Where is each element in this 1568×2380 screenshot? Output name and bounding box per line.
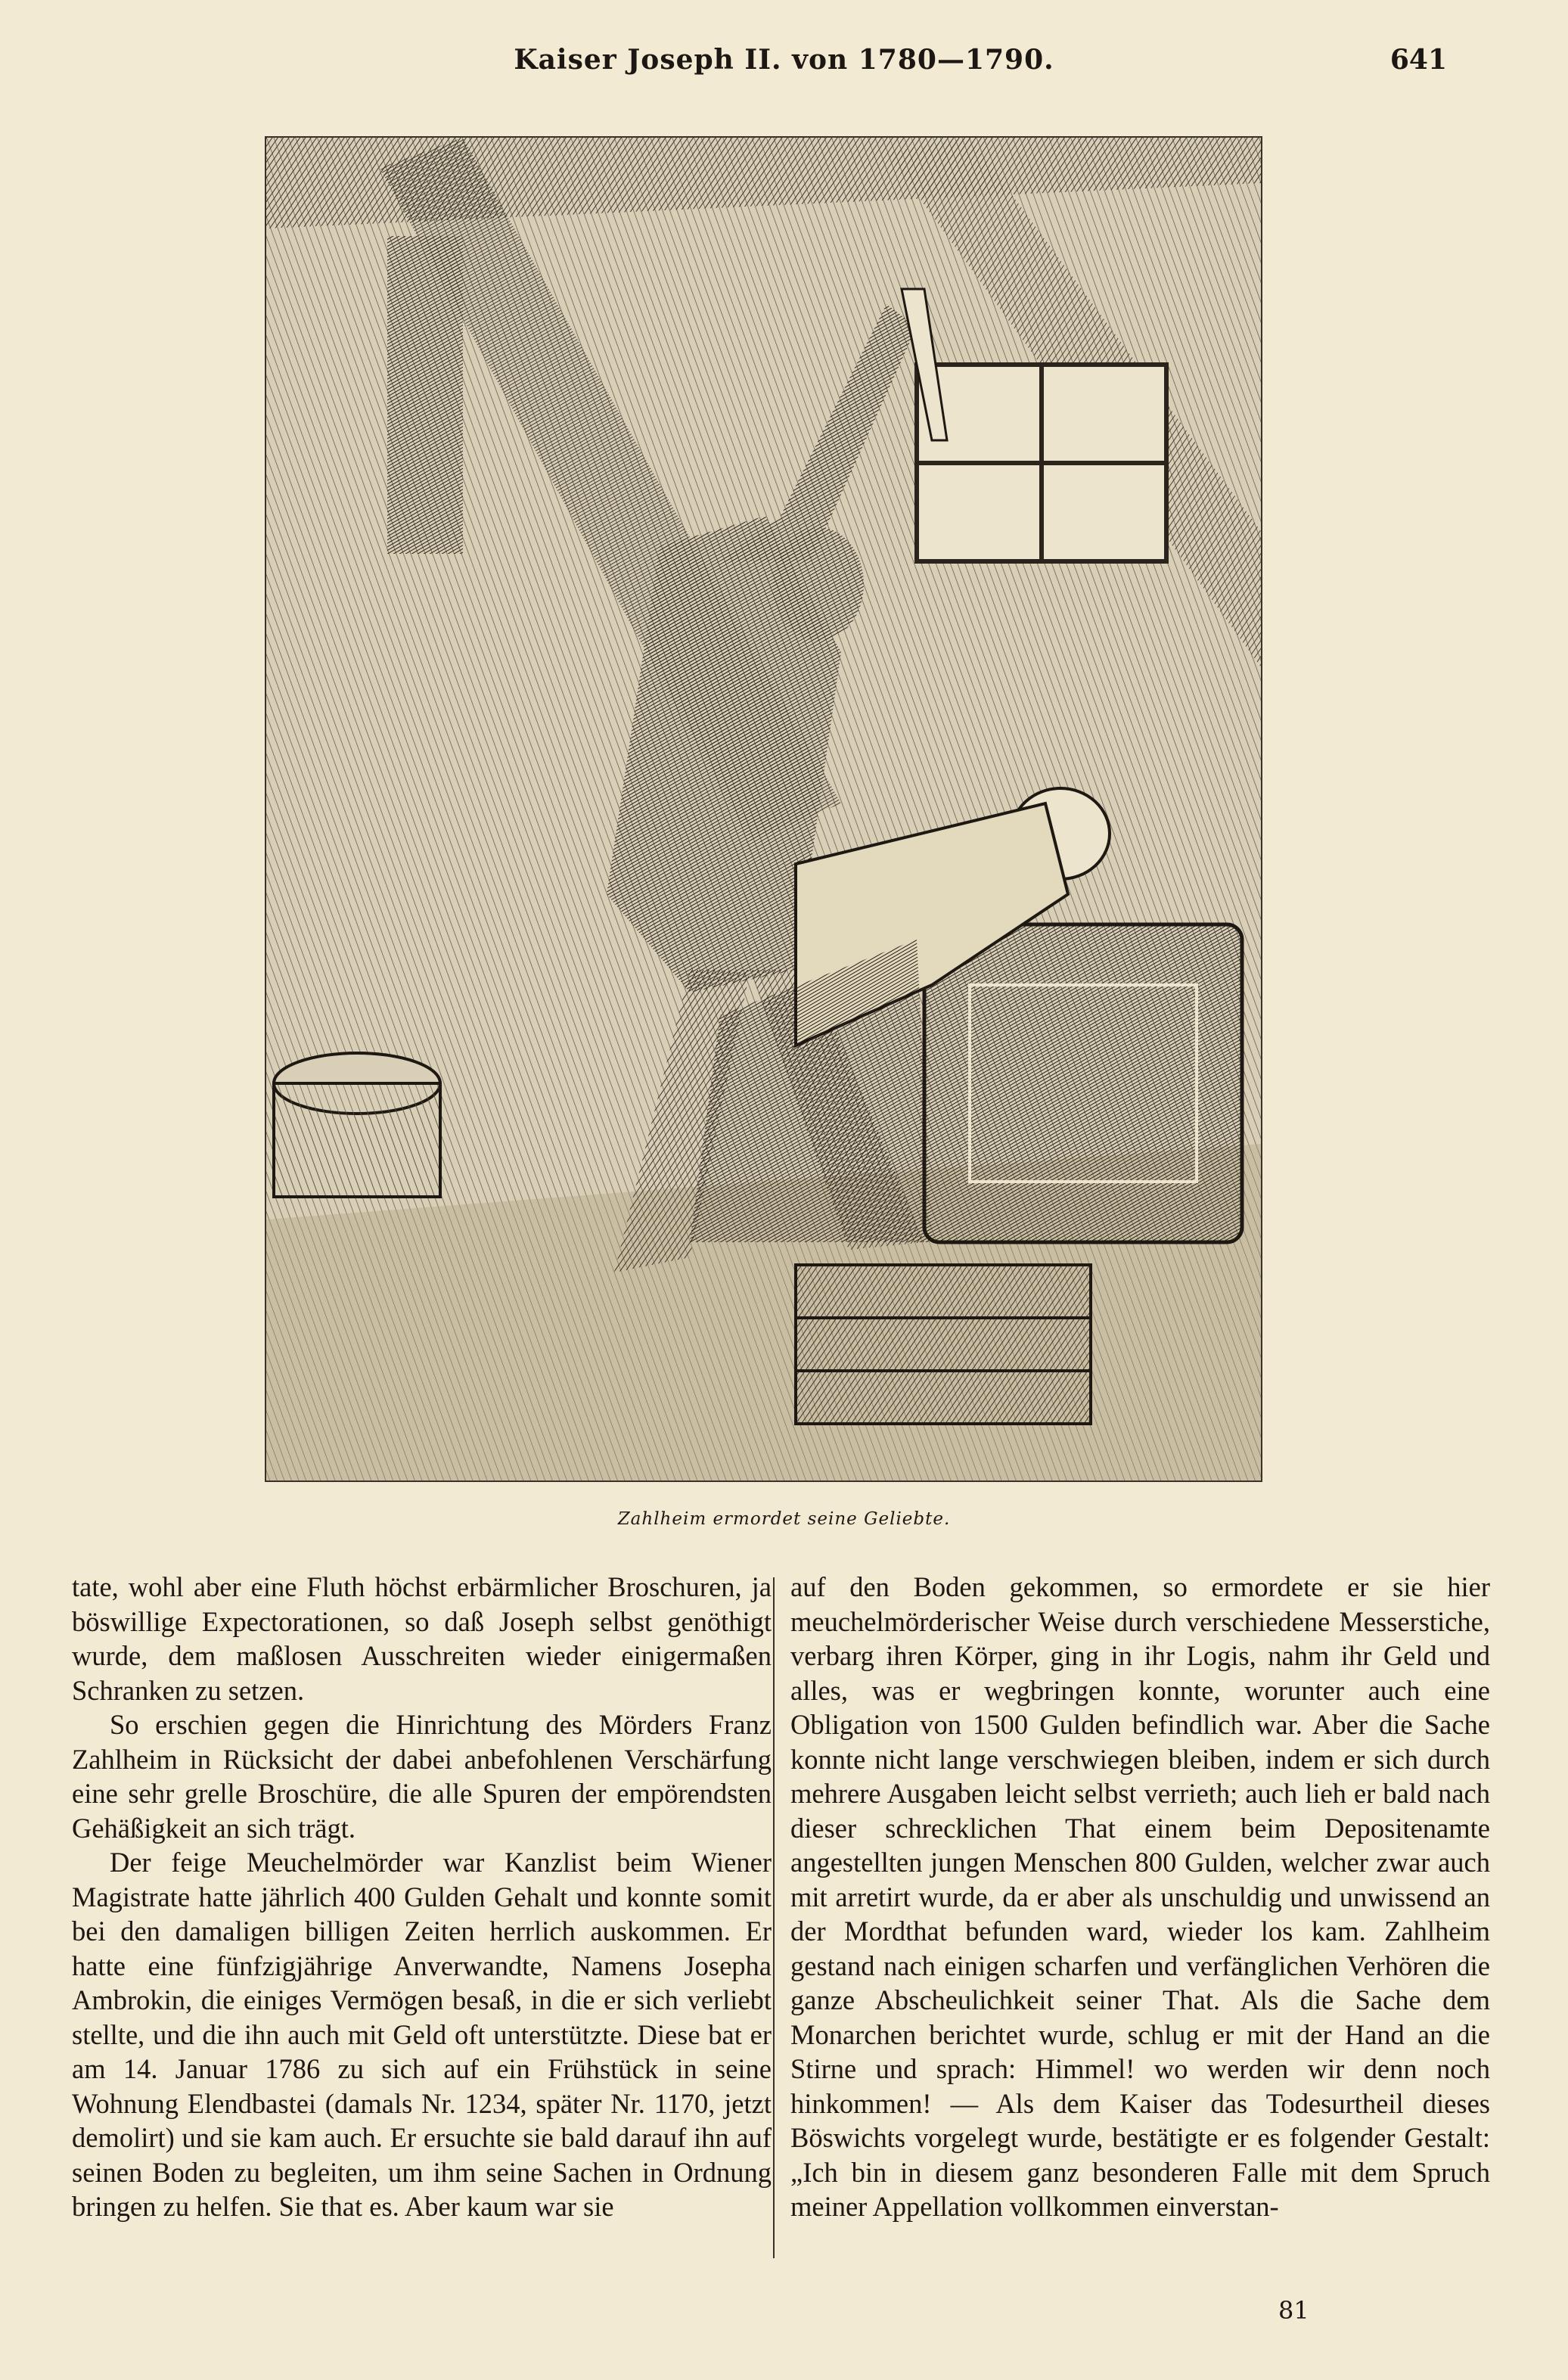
left-text-column xyxy=(72,1570,772,2224)
printer-signature: 81 xyxy=(1278,2296,1309,2325)
illustration-caption: Zahlheim ermordet seine Geliebte. xyxy=(617,1509,951,1529)
right-text-column xyxy=(790,1570,1490,2224)
column-divider xyxy=(773,1577,775,2258)
right-paragraph-1: auf den Boden gekommen, so ermordete er sie hier meuchelmörderischer Weise durch verschiedene Messerstiche, verbarg ihren Körper, ging in ihr Logis, nahm ihr Geld und alles, was er wegbringen konnte, worunter auch eine Obligation von 1500 Gulden befindlich war. Aber die Sache konnte nicht lange verschwiegen bleiben, indem er sich durch mehrere Ausgaben leicht selbst verrieth; auch lieh er bald nach dieser schrecklichen That einem beim Depositenamte angestellten jungen Menschen 800 Gulden, welcher zwar auch mit arretirt wurde, da er aber als unschuldig und unwissend an der Mordthat befunden ward, wieder los kam. Zahlheim gestand nach einigen scharfen und verfänglichen Verhören die ganze Abscheulichkeit seiner That. Als die Sache dem Monarchen berichtet wurde, schlug er mit der Hand an die Stirne und sprach: Himmel! wo werden wir denn noch hinkommen! — Als dem Kaiser das Todesurtheil dieses Böswichts vorgelegt wurde, bestätigte er es folgender Gestalt: „Ich bin in diesem ganz besonderen Falle mit dem Spruch meiner Appellation vollkommen einverstan- xyxy=(790,1571,1490,2222)
left-paragraph-1: tate, wohl aber eine Fluth höchst erbärmlicher Broschuren, ja böswillige Expectorationen, so daß Joseph selbst genöthigt wurde, dem maßlosen Ausschreiten wieder einigermaßen Schranken zu setzen. xyxy=(72,1571,772,1706)
left-paragraph-2: So erschien gegen die Hinrichtung des Mörders Franz Zahlheim in Rücksicht der dabei anbefohlenen Verschärfung eine sehr grelle Broschüre, die alle Spuren der empörendsten Gehäßigkeit an sich trägt. xyxy=(72,1709,772,1844)
left-paragraph-3: Der feige Meuchelmörder war Kanzlist beim Wiener Magistrate hatte jährlich 400 Gulden Gehalt und konnte somit bei den damaligen billigen Zeiten herrlich auskommen. Er hatte eine fünfzigjährige Anverwandte, Namens Josepha Ambrokin, die einiges Vermögen besaß, in die er sich verliebt stellte, und die ihn auch mit Geld oft unterstützte. Diese bat er am 14. Januar 1786 zu sich auf ein Frühstück in seine Wohnung Elendbastei (damals Nr. 1234, später Nr. 1170, jetzt demolirt) und sie kam auch. Er ersuchte sie bald darauf ihn auf seinen Boden zu begleiten, um ihm seine Sachen in Ordnung bringen zu helfen. Sie that es. Aber kaum war sie xyxy=(72,1847,772,2222)
page-header xyxy=(0,44,1568,89)
page-number: 641 xyxy=(1389,44,1447,76)
engraving-illustration xyxy=(265,136,1262,1482)
running-title: Kaiser Joseph II. von 1780—1790. xyxy=(514,44,1054,76)
